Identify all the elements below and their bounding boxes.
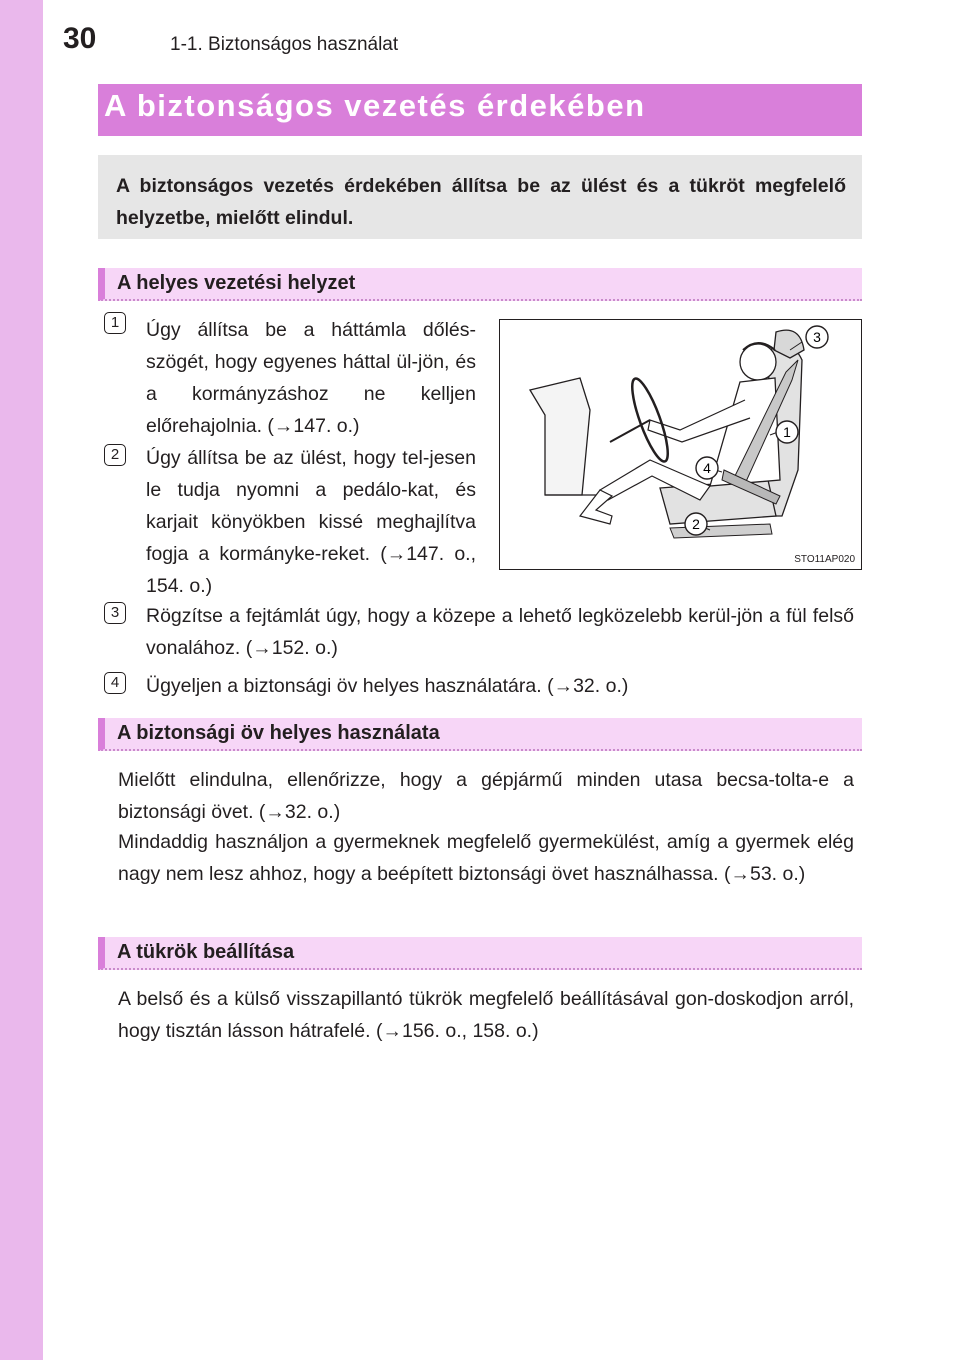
intro-text: A biztonságos vezetés érdekében állítsa be az ülést és a tükröt megfelelő helyzetbe, mielőtt elindul.	[116, 175, 846, 229]
subheading-mirror-adjustment	[98, 937, 862, 970]
callout-2	[685, 513, 707, 535]
dashboard-shape	[530, 378, 590, 495]
item-text-3: Rögzítse a fejtámlát úgy, hogy a közepe a lehető legközelebb kerül-jön a fül felső vonalához. (→152. o.)	[146, 605, 854, 659]
driver-upper-leg	[600, 460, 710, 500]
svg-text:2: 2	[692, 516, 700, 532]
item-number-3: 3	[104, 602, 126, 624]
mirror-paragraph: A belső és a külső visszapillantó tükrök megfelelő beállításával gon-doskodjon arról, hogy tisztán lásson hátrafelé. (→156. o., 158. o.)	[118, 988, 854, 1042]
page-title: A biztonságos vezetés érdekében	[104, 88, 646, 123]
driver-illustration	[500, 320, 860, 568]
subheading-mirror-adjustment-label: A tükrök beállítása	[117, 941, 295, 963]
driver-head	[740, 344, 776, 380]
item-text-1: Úgy állítsa be a háttámla dőlés-szögét, hogy egyenes háttal ül-jön, és a kormányzáshoz ne kelljen előrehajolnia. (→147. o.)	[146, 319, 476, 437]
item-number-2: 2	[104, 444, 126, 466]
item-number-1: 1	[104, 312, 126, 334]
side-color-strip	[0, 0, 43, 1360]
seatbelt-paragraph-2: Mindaddig használjon a gyermeknek megfelelő gyermekülést, amíg a gyermek elég nagy nem lesz ahhoz, hogy a beépített biztonsági övet használhassa. (→53. o.)	[118, 831, 854, 885]
subheading-driving-position	[98, 268, 862, 301]
svg-text:4: 4	[703, 460, 711, 476]
callout-3	[806, 326, 828, 348]
svg-text:3: 3	[813, 329, 821, 345]
item-text-2: Úgy állítsa be az ülést, hogy tel-jesen le tudja nyomni a pedálo-kat, és karjait könyökben kissé meghajlítva fogja a kormányke-reket. (→147. o., 154. o.)	[146, 447, 476, 597]
driving-position-figure	[499, 319, 862, 570]
svg-text:1: 1	[783, 424, 791, 440]
item-number-4: 4	[104, 672, 126, 694]
callout-4	[696, 457, 718, 479]
page-number: 30	[63, 22, 97, 55]
item-text-4: Ügyeljen a biztonsági öv helyes használatára. (→32. o.)	[146, 675, 629, 697]
subheading-seatbelt-use-label: A biztonsági öv helyes használata	[117, 722, 440, 744]
seatbelt-paragraph-1: Mielőtt elindulna, ellenőrizze, hogy a gépjármű minden utasa becsa-tolta-e a biztonsági övet. (→32. o.)	[118, 769, 854, 823]
subheading-driving-position-label: A helyes vezetési helyzet	[117, 272, 356, 294]
figure-caption: STO11AP020	[794, 554, 855, 565]
section-title: 1-1. Biztonságos használat	[170, 34, 399, 55]
callout-1	[776, 421, 798, 443]
subheading-seatbelt-use	[98, 718, 862, 751]
